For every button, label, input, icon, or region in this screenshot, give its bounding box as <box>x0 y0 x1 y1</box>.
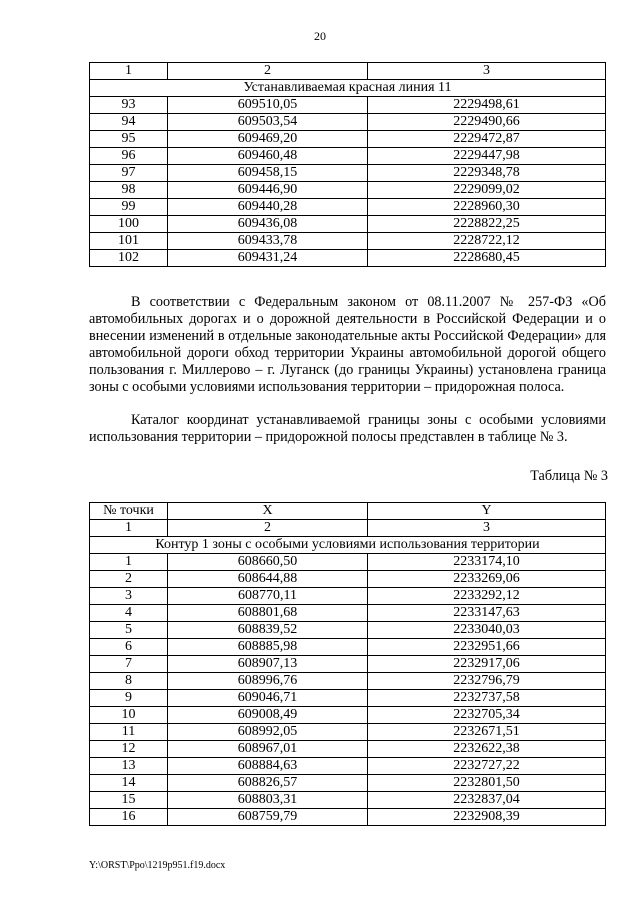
table-row <box>90 588 606 605</box>
point-number: 97 <box>90 165 168 182</box>
table-row <box>90 673 606 690</box>
y-coordinate: 2232837,04 <box>368 792 606 809</box>
table-row <box>90 571 606 588</box>
table-row <box>90 724 606 741</box>
page-number: 20 <box>314 29 326 43</box>
table-row <box>90 690 606 707</box>
y-coordinate: 2232951,66 <box>368 639 606 656</box>
y-coordinate: 2228722,12 <box>368 233 606 250</box>
point-number: 3 <box>90 588 168 605</box>
column-number-row <box>90 520 606 537</box>
x-coordinate: 609046,71 <box>168 690 368 707</box>
y-coordinate: 2232908,39 <box>368 809 606 826</box>
y-coordinate: 2229348,78 <box>368 165 606 182</box>
x-coordinate: 609458,15 <box>168 165 368 182</box>
point-number: 96 <box>90 148 168 165</box>
table-row <box>90 775 606 792</box>
x-coordinate: 608644,88 <box>168 571 368 588</box>
x-coordinate: 608884,63 <box>168 758 368 775</box>
section-row <box>90 80 606 97</box>
x-coordinate: 609460,48 <box>168 148 368 165</box>
column-header: Y <box>368 503 606 520</box>
y-coordinate: 2228960,30 <box>368 199 606 216</box>
point-number: 100 <box>90 216 168 233</box>
x-coordinate: 608660,50 <box>168 554 368 571</box>
law-paragraph: В соответствии с Федеральным законом от 08.11.2007 № 257-ФЗ «Об автомобильных дорогах и о дорожной деятельности в Российской Федерации и о внесении изменений в отдельные законодательные акты Российской Федерации» для автомобильной дороги обход территории Украины автомобильной дорогой общего пользования г. Миллерово – г. Луганск (до границы Украины) установлена граница зоны с особыми условиями использования территории – придорожная полоса. <box>89 294 606 395</box>
table-row <box>90 656 606 673</box>
table-row <box>90 131 606 148</box>
point-number: 95 <box>90 131 168 148</box>
table-row <box>90 199 606 216</box>
x-coordinate: 608803,31 <box>168 792 368 809</box>
table-row <box>90 707 606 724</box>
catalog-paragraph: Каталог координат устанавливаемой границы зоны с особыми условиями использования территории – придорожной полосы представлен в таблице № 3. <box>89 412 606 445</box>
y-coordinate: 2229447,98 <box>368 148 606 165</box>
table-row <box>90 250 606 267</box>
table-row <box>90 622 606 639</box>
point-number: 1 <box>90 554 168 571</box>
section-title: Контур 1 зоны с особыми условиями использования территории <box>90 537 606 554</box>
y-coordinate: 2233292,12 <box>368 588 606 605</box>
point-number: 12 <box>90 741 168 758</box>
y-coordinate: 2232705,34 <box>368 707 606 724</box>
x-coordinate: 608967,01 <box>168 741 368 758</box>
y-coordinate: 2232917,06 <box>368 656 606 673</box>
y-coordinate: 2228822,25 <box>368 216 606 233</box>
point-number: 8 <box>90 673 168 690</box>
point-number: 15 <box>90 792 168 809</box>
point-number: 10 <box>90 707 168 724</box>
table-row <box>90 148 606 165</box>
x-coordinate: 609510,05 <box>168 97 368 114</box>
x-coordinate: 609008,49 <box>168 707 368 724</box>
y-coordinate: 2232796,79 <box>368 673 606 690</box>
point-number: 7 <box>90 656 168 673</box>
point-number: 101 <box>90 233 168 250</box>
x-coordinate: 608801,68 <box>168 605 368 622</box>
column-number: 3 <box>368 63 606 80</box>
table-row <box>90 182 606 199</box>
x-coordinate: 608839,52 <box>168 622 368 639</box>
point-number: 93 <box>90 97 168 114</box>
x-coordinate: 609440,28 <box>168 199 368 216</box>
column-header: № точки <box>90 503 168 520</box>
point-number: 13 <box>90 758 168 775</box>
table-row <box>90 233 606 250</box>
table-row <box>90 216 606 233</box>
x-coordinate: 609433,78 <box>168 233 368 250</box>
file-path-footer: Y:\ORST\Ppo\1219p951.f19.docx <box>89 860 226 871</box>
section-title: Устанавливаемая красная линия 11 <box>90 80 606 97</box>
red-line-coordinates-table <box>89 62 606 267</box>
x-coordinate: 608907,13 <box>168 656 368 673</box>
column-number-row <box>90 63 606 80</box>
table-row <box>90 639 606 656</box>
column-number: 2 <box>168 520 368 537</box>
y-coordinate: 2232671,51 <box>368 724 606 741</box>
point-number: 11 <box>90 724 168 741</box>
point-number: 2 <box>90 571 168 588</box>
point-number: 6 <box>90 639 168 656</box>
x-coordinate: 608759,79 <box>168 809 368 826</box>
table-label: Таблица № 3 <box>530 468 608 484</box>
x-coordinate: 608996,76 <box>168 673 368 690</box>
table-row <box>90 792 606 809</box>
x-coordinate: 609446,90 <box>168 182 368 199</box>
point-number: 102 <box>90 250 168 267</box>
y-coordinate: 2232801,50 <box>368 775 606 792</box>
point-number: 98 <box>90 182 168 199</box>
y-coordinate: 2232622,38 <box>368 741 606 758</box>
y-coordinate: 2232727,22 <box>368 758 606 775</box>
table-row <box>90 114 606 131</box>
table-row <box>90 165 606 182</box>
x-coordinate: 609503,54 <box>168 114 368 131</box>
column-number: 1 <box>90 63 168 80</box>
table-row <box>90 97 606 114</box>
y-coordinate: 2229472,87 <box>368 131 606 148</box>
table-row <box>90 758 606 775</box>
table-row <box>90 554 606 571</box>
point-number: 5 <box>90 622 168 639</box>
x-coordinate: 609469,20 <box>168 131 368 148</box>
y-coordinate: 2229099,02 <box>368 182 606 199</box>
column-number: 2 <box>168 63 368 80</box>
y-coordinate: 2233269,06 <box>368 571 606 588</box>
column-number: 1 <box>90 520 168 537</box>
x-coordinate: 608826,57 <box>168 775 368 792</box>
x-coordinate: 609436,08 <box>168 216 368 233</box>
y-coordinate: 2233040,03 <box>368 622 606 639</box>
y-coordinate: 2229490,66 <box>368 114 606 131</box>
roadside-zone-coordinates-table <box>89 502 606 826</box>
y-coordinate: 2232737,58 <box>368 690 606 707</box>
x-coordinate: 608992,05 <box>168 724 368 741</box>
table-row <box>90 605 606 622</box>
y-coordinate: 2228680,45 <box>368 250 606 267</box>
y-coordinate: 2229498,61 <box>368 97 606 114</box>
column-header: X <box>168 503 368 520</box>
point-number: 16 <box>90 809 168 826</box>
y-coordinate: 2233174,10 <box>368 554 606 571</box>
x-coordinate: 608770,11 <box>168 588 368 605</box>
y-coordinate: 2233147,63 <box>368 605 606 622</box>
table-row <box>90 741 606 758</box>
column-number: 3 <box>368 520 606 537</box>
point-number: 99 <box>90 199 168 216</box>
x-coordinate: 609431,24 <box>168 250 368 267</box>
section-row <box>90 537 606 554</box>
column-header-row <box>90 503 606 520</box>
point-number: 94 <box>90 114 168 131</box>
table-row <box>90 809 606 826</box>
point-number: 14 <box>90 775 168 792</box>
point-number: 9 <box>90 690 168 707</box>
x-coordinate: 608885,98 <box>168 639 368 656</box>
point-number: 4 <box>90 605 168 622</box>
